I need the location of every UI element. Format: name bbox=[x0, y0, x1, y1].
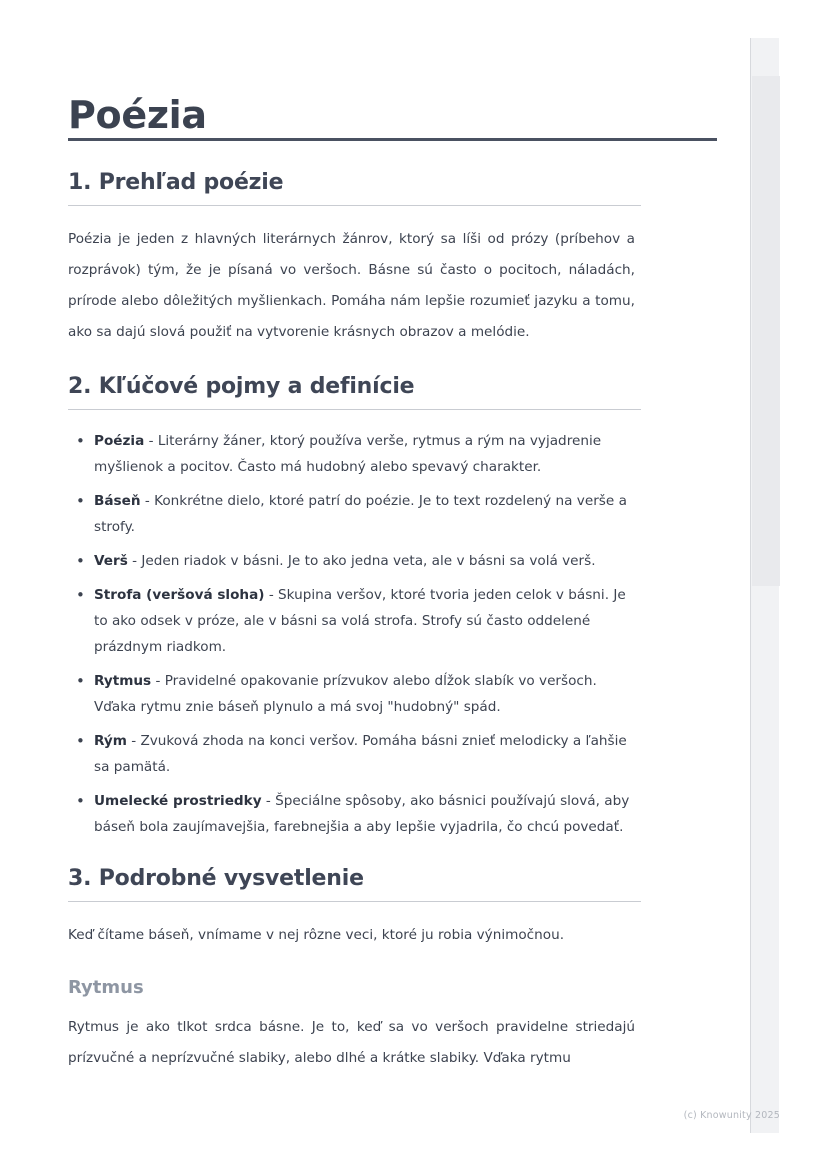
section-paragraph-detailed-intro: Keď čítame báseň, vnímame v nej rôzne veci, ktoré ju robia výnimočnou. bbox=[68, 927, 565, 943]
section-paragraph-overview: Poézia je jeden z hlavných literárnych žánrov, ktorý sa líši od prózy (príbehov a rozprávok) tým, že je písaná vo veršoch. Básne sú často o pocitoch, náladách, prírode alebo dôležitých myšlienkach. Pomáha nám lepšie rozumieť jazyku a tomu, ako sa dajú slová použiť na vytvorenie krásnych obrazov a melódie. bbox=[68, 231, 635, 340]
section-divider bbox=[68, 409, 641, 410]
subsection-paragraph-rytmus: Rytmus je ako tlkot srdca básne. Je to, keď sa vo veršoch pravidelne striedajú prízvučné a neprízvučné slabiky, alebo dlhé a krátke slabiky. Vďaka rytmu bbox=[68, 1019, 635, 1066]
right-rail bbox=[750, 0, 828, 1171]
section-divider bbox=[68, 205, 641, 206]
term-label: Rytmus bbox=[94, 673, 152, 689]
scrollbar-track[interactable] bbox=[751, 38, 779, 1133]
section-divider bbox=[68, 901, 641, 902]
term-label: Umelecké prostriedky bbox=[94, 793, 262, 809]
list-item bbox=[68, 668, 635, 720]
list-item bbox=[68, 488, 635, 540]
list-item bbox=[68, 428, 635, 480]
title-divider bbox=[68, 138, 717, 141]
term-label: Poézia bbox=[94, 433, 145, 449]
term-label: Rým bbox=[94, 733, 127, 749]
term-definition: - Špeciálne spôsoby, ako básnici používajú slová, aby báseň bola zaujímavejšia, farebnejšia a aby lepšie vyjadrila, čo chcú povedať. bbox=[94, 793, 630, 835]
page-title: Poézia bbox=[68, 93, 207, 138]
list-item bbox=[68, 788, 635, 840]
term-definition: - Pravidelné opakovanie prízvukov alebo dĺžok slabík vo veršoch. Vďaka rytmu znie báseň plynulo a má svoj "hudobný" spád. bbox=[94, 673, 597, 715]
scrollbar-thumb[interactable] bbox=[752, 76, 780, 586]
term-label: Strofa (veršová sloha) bbox=[94, 587, 265, 603]
term-definition: - Jeden riadok v básni. Je to ako jedna veta, ale v básni sa volá verš. bbox=[127, 553, 596, 569]
list-item bbox=[68, 548, 635, 574]
term-definition: - Konkrétne dielo, ktoré patrí do poézie. Je to text rozdelený na verše a strofy. bbox=[94, 493, 627, 535]
term-label: Báseň bbox=[94, 493, 141, 509]
term-definition: - Literárny žáner, ktorý používa verše, rytmus a rým na vyjadrenie myšlienok a pocitov. Často má hudobný alebo spevavý charakter. bbox=[94, 433, 602, 475]
subsection-heading-rytmus: Rytmus bbox=[68, 977, 144, 998]
document-body bbox=[68, 170, 635, 1100]
footer-credit: (c) Knowunity 2025 bbox=[683, 1110, 780, 1121]
section-heading-key-terms: 2. Kľúčové pojmy a definície bbox=[68, 374, 415, 399]
list-item bbox=[68, 728, 635, 780]
list-item bbox=[68, 582, 635, 660]
section-heading-overview: 1. Prehľad poézie bbox=[68, 170, 284, 195]
term-definition: - Zvuková zhoda na konci veršov. Pomáha básni znieť melodicky a ľahšie sa pamätá. bbox=[94, 733, 627, 775]
key-terms-list bbox=[68, 428, 635, 840]
term-definition: - Skupina veršov, ktoré tvoria jeden celok v básni. Je to ako odsek v próze, ale v básni sa volá strofa. Strofy sú často oddelené prázdnym riadkom. bbox=[94, 587, 626, 655]
section-heading-detailed-explanation: 3. Podrobné vysvetlenie bbox=[68, 866, 364, 891]
term-label: Verš bbox=[94, 553, 128, 569]
